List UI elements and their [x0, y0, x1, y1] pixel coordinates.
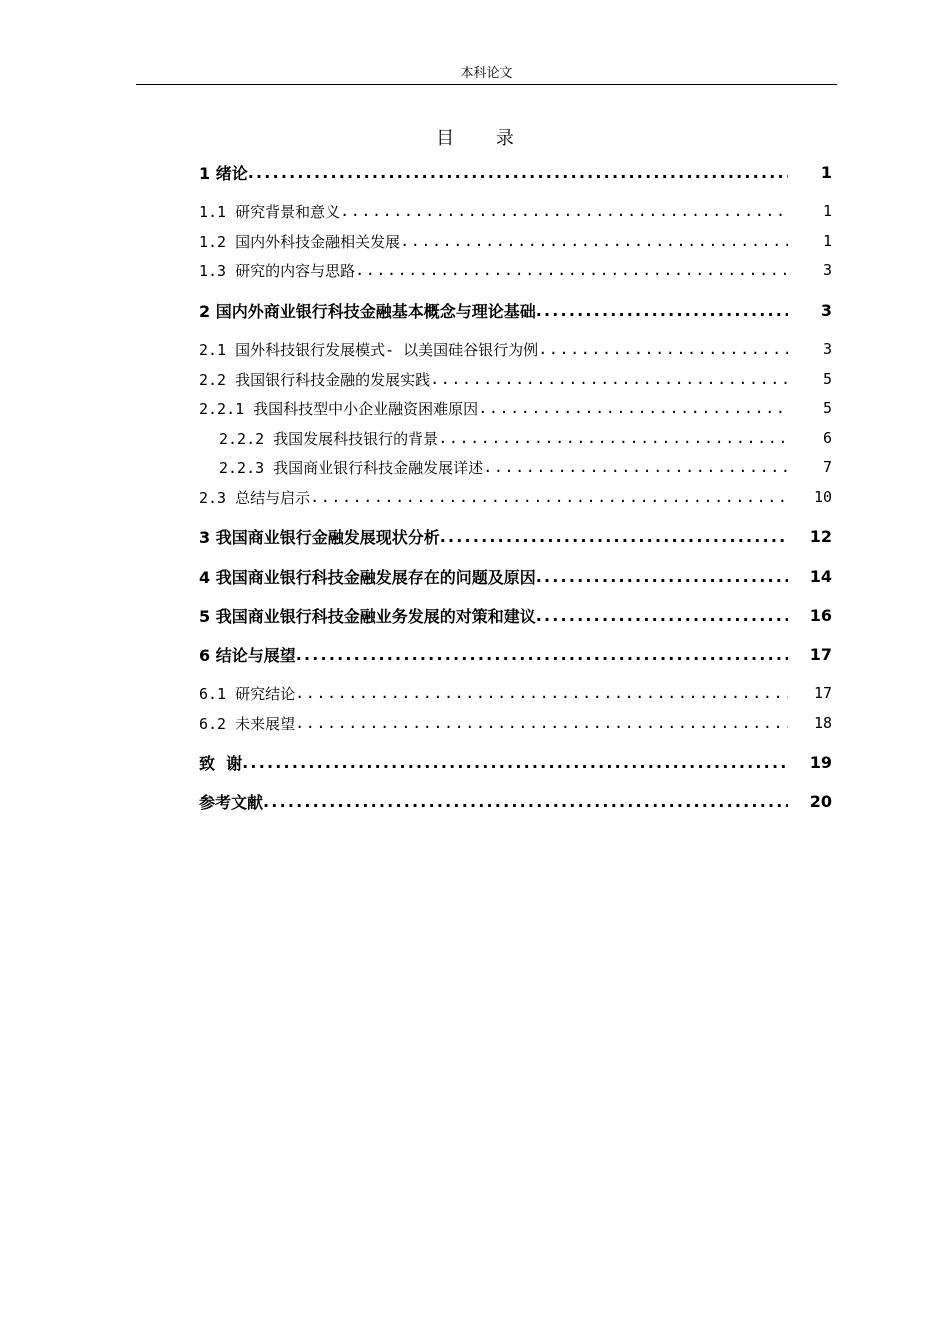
toc-entry-page: 3	[822, 340, 832, 358]
header-text: 本科论文	[460, 66, 513, 81]
toc-entry[interactable]	[199, 455, 832, 479]
toc-entry-label: 1.3 研究的内容与思路	[199, 261, 356, 280]
toc-entry-page: 3	[820, 300, 832, 320]
dot-leader	[430, 370, 788, 388]
toc-entry-page: 5	[822, 370, 832, 388]
toc-entry-page: 14	[809, 566, 832, 586]
dot-leader	[310, 488, 788, 506]
toc-entry[interactable]	[199, 258, 832, 282]
dot-leader	[295, 684, 788, 702]
toc-entry-label: 3 我国商业银行金融发展现状分析	[199, 527, 440, 547]
toc-entry-label: 致 谢	[199, 753, 243, 773]
toc-entry-label: 参考文献	[199, 792, 264, 812]
toc-entry[interactable]	[199, 485, 832, 509]
toc-title: 目 录	[436, 128, 532, 149]
dot-leader	[440, 527, 788, 546]
toc-entry-page: 1	[822, 202, 832, 220]
toc-entry-label: 2.2 我国银行科技金融的发展实践	[199, 370, 431, 389]
toc-entry-label: 6 结论与展望	[199, 645, 296, 665]
toc-entry-label: 6.1 研究结论	[199, 684, 296, 703]
toc-entry-label: 4 我国商业银行科技金融发展存在的问题及原因	[199, 567, 536, 587]
toc-entry-page: 19	[809, 752, 832, 772]
toc-entry[interactable]	[199, 642, 832, 666]
toc-entry-page: 17	[809, 644, 832, 664]
toc-entry[interactable]	[199, 711, 832, 735]
toc-entry-label: 2.2.3 我国商业银行科技金融发展详述	[219, 458, 484, 477]
toc-entry-label: 2.3 总结与启示	[199, 488, 311, 507]
toc-entry-page: 5	[822, 399, 832, 417]
toc-entry-page: 18	[813, 714, 832, 732]
toc-entry-label: 2.2.1 我国科技型中小企业融资困难原因	[199, 399, 479, 418]
dot-leader	[355, 261, 788, 279]
toc-entry-page: 1	[822, 232, 832, 250]
toc-entry[interactable]	[199, 367, 832, 391]
toc-entry[interactable]	[199, 160, 832, 184]
dot-leader	[478, 399, 788, 417]
toc-entry-label: 1.1 研究背景和意义	[199, 202, 341, 221]
toc-entry[interactable]	[199, 199, 832, 223]
dot-leader	[263, 792, 788, 811]
toc-entry-label: 1.2 国内外科技金融相关发展	[199, 232, 401, 251]
dot-leader	[295, 714, 788, 732]
toc-entry-label: 2 国内外商业银行科技金融基本概念与理论基础	[199, 301, 536, 321]
toc-entry[interactable]	[199, 426, 832, 450]
toc-entry-page: 20	[809, 791, 832, 811]
toc-entry-label: 1 绪论	[199, 163, 248, 183]
toc-entry-page: 3	[822, 261, 832, 279]
dot-leader	[242, 753, 788, 772]
toc-entry-page: 6	[822, 429, 832, 447]
dot-leader	[536, 567, 788, 586]
toc-entry-label: 5 我国商业银行科技金融业务发展的对策和建议	[199, 606, 536, 626]
dot-leader	[483, 458, 788, 476]
toc-entry-label: 2.1 国外科技银行发展模式- 以美国硅谷银行为例	[199, 340, 539, 359]
toc-entry[interactable]	[199, 337, 832, 361]
toc-entry-label: 6.2 未来展望	[199, 714, 296, 733]
toc-entry-page: 1	[820, 162, 832, 182]
toc-entry-label: 2.2.2 我国发展科技银行的背景	[219, 429, 439, 448]
toc-entry[interactable]	[199, 750, 832, 774]
dot-leader	[538, 340, 788, 358]
toc-entry[interactable]	[199, 603, 832, 627]
toc-entry[interactable]	[199, 564, 832, 588]
toc-entry[interactable]	[199, 298, 832, 322]
toc-entry-page: 16	[809, 605, 832, 625]
toc-entry-page: 17	[813, 684, 832, 702]
toc-entry[interactable]	[199, 396, 832, 420]
toc-entry-page: 12	[809, 526, 832, 546]
dot-leader	[296, 645, 788, 664]
toc-entry[interactable]	[199, 229, 832, 253]
toc-entry-page: 10	[813, 488, 832, 506]
dot-leader	[536, 301, 788, 320]
toc-entry[interactable]	[199, 524, 832, 548]
page-header	[136, 64, 837, 85]
toc-entry[interactable]	[199, 789, 832, 813]
dot-leader	[248, 163, 788, 182]
dot-leader	[438, 429, 788, 447]
toc-entry[interactable]	[199, 681, 832, 705]
dot-leader	[340, 202, 788, 220]
dot-leader	[536, 606, 788, 625]
toc-entry-page: 7	[822, 458, 832, 476]
dot-leader	[400, 232, 788, 250]
